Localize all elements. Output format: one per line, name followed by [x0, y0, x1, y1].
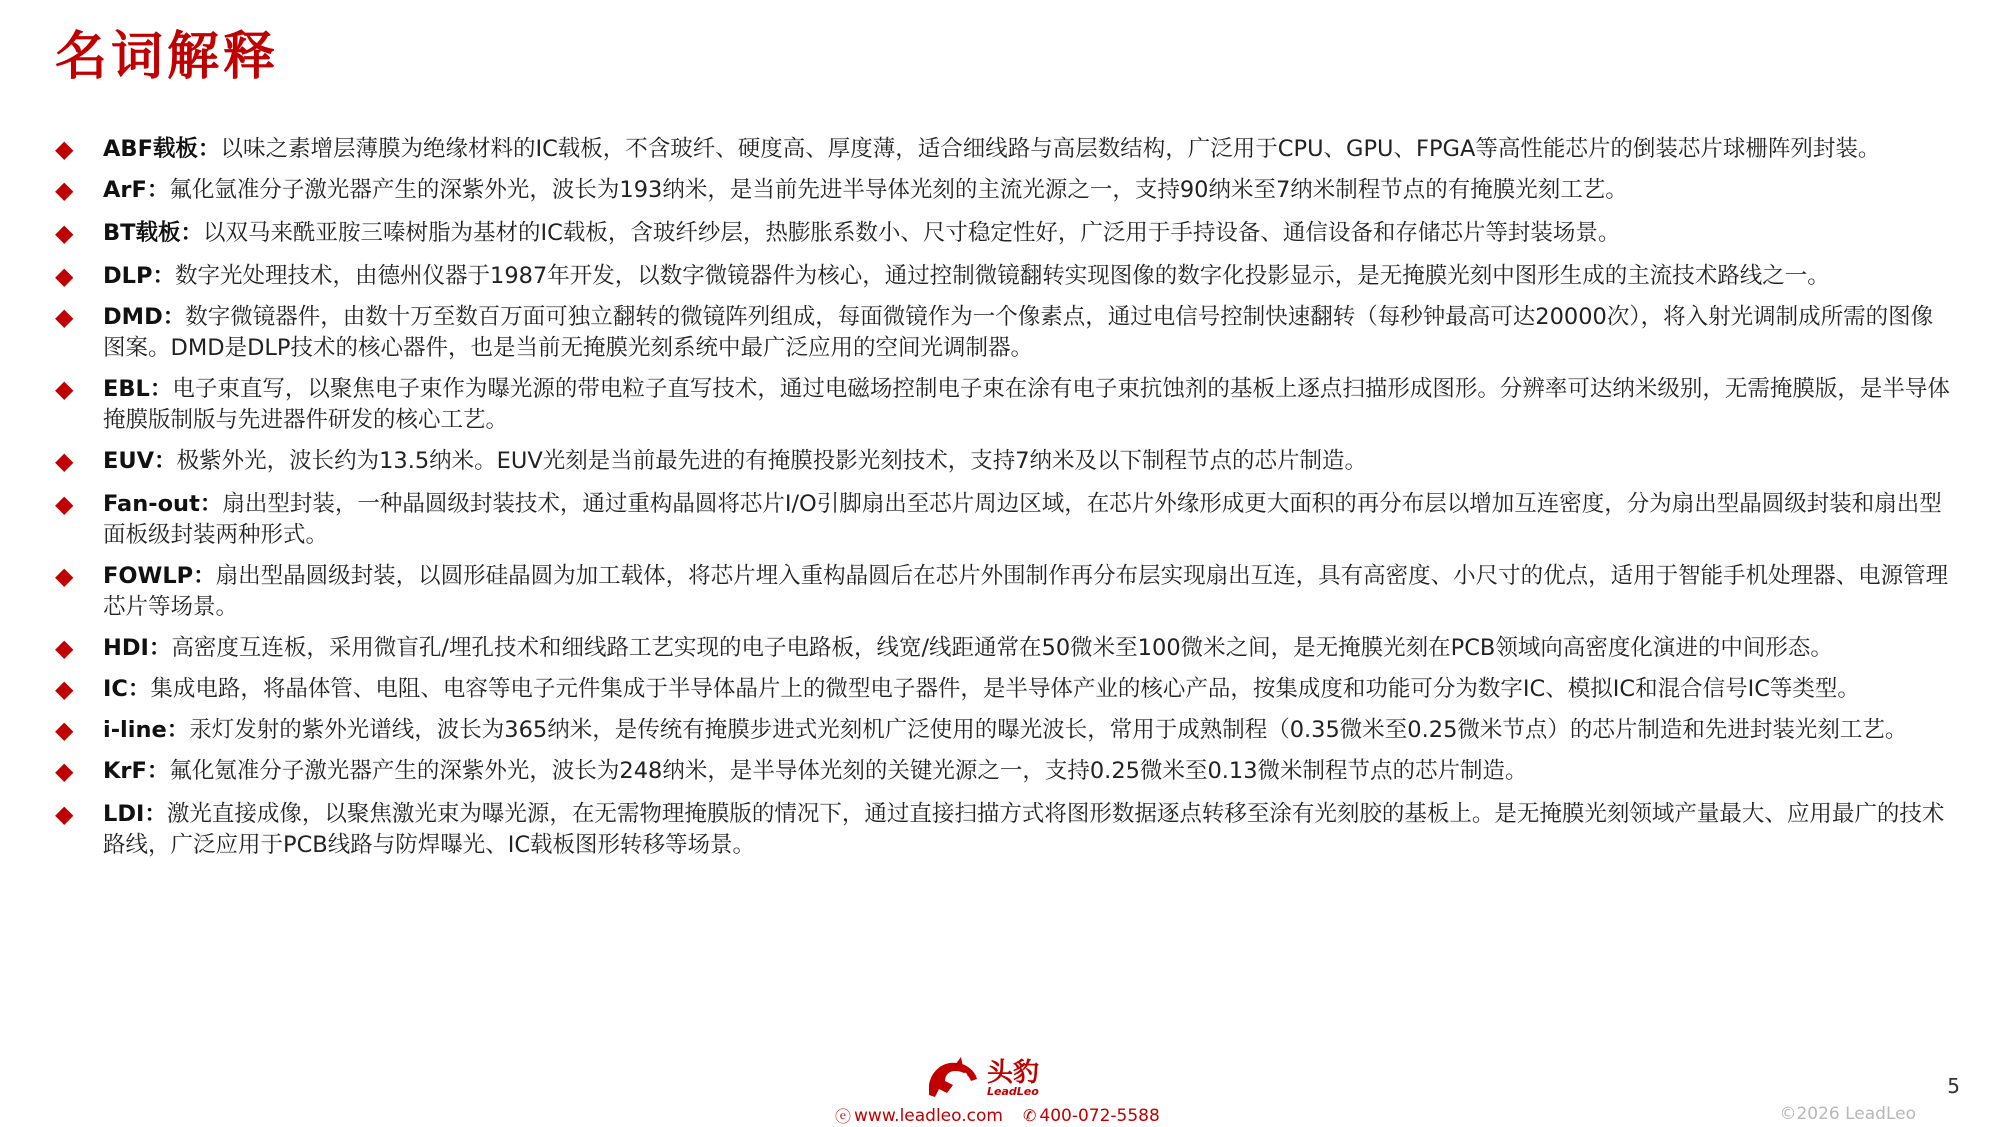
leadleo-logo [925, 1055, 1039, 1101]
term-item [55, 489, 1955, 551]
diamond-icon: ◆ [55, 135, 74, 163]
diamond-icon: ◆ [55, 634, 74, 662]
term-name: EBL： [103, 376, 173, 402]
term-name: DLP： [103, 263, 176, 289]
term-item [55, 756, 1955, 787]
term-item [55, 799, 1955, 861]
website-link[interactable]: www.leadleo.com [854, 1105, 1003, 1126]
phone-icon: ✆ [1022, 1106, 1037, 1125]
logo-name-en: LeadLeo [987, 1084, 1039, 1098]
term-name: LDI： [103, 801, 167, 827]
term-name: DMD： [103, 304, 186, 330]
term-name: ABF载板： [103, 136, 221, 162]
logo-name-cn: 头豹 [987, 1057, 1040, 1088]
page-title: 名词解释 [55, 27, 280, 87]
term-description: 氟化氪准分子激光器产生的深紫外光，波长为248纳米，是半导体光刻的关键光源之一，支持0.25微米至0.13微米制程节点的芯片制造。 [169, 758, 1528, 784]
term-description: 集成电路，将晶体管、电阻、电容等电子元件集成于半导体晶片上的微型电子器件，是半导体产业的核心产品，按集成度和功能可分为数字IC、模拟IC和混合信号IC等类型。 [150, 676, 1860, 702]
term-name: i-line： [103, 717, 190, 743]
term-description: 极紫外光，波长约为13.5纳米。EUV光刻是当前最先进的有掩膜投影光刻技术，支持7纳米及以下制程节点的芯片制造。 [176, 448, 1368, 474]
diamond-icon: ◆ [55, 303, 74, 331]
diamond-icon: ◆ [55, 562, 74, 590]
term-name: FOWLP： [103, 563, 216, 589]
term-item [55, 446, 1955, 477]
term-item [55, 302, 1955, 364]
term-item [55, 134, 1955, 165]
term-description: 数字光处理技术，由德州仪器于1987年开发，以数字微镜器件为核心，通过控制微镜翻转实现图像的数字化投影显示，是无掩膜光刻中图形生成的主流技术路线之一。 [175, 263, 1830, 289]
leopard-logo-icon [925, 1055, 981, 1101]
term-item [55, 561, 1955, 623]
diamond-icon: ◆ [55, 176, 74, 204]
term-name: BT载板： [103, 220, 203, 246]
term-item [55, 633, 1955, 664]
term-item [55, 218, 1955, 249]
term-item [55, 374, 1955, 436]
term-description: 激光直接成像，以聚焦激光束为曝光源，在无需物理掩膜版的情况下，通过直接扫描方式将图形数据逐点转移至涂有光刻胶的基板上。是无掩膜光刻领域产量最大、应用最广的技术路线，广泛应用于PCB线路与防焊曝光、IC载板图形转移等场景。 [103, 801, 1945, 858]
page-number: 5 [1947, 1074, 1960, 1098]
copyright: ©2026 LeadLeo [1779, 1104, 1916, 1124]
diamond-icon: ◆ [55, 716, 74, 744]
term-item [55, 674, 1955, 705]
term-item [55, 175, 1955, 206]
term-name: KrF： [103, 758, 170, 784]
term-description: 以味之素增层薄膜为绝缘材料的IC载板，不含玻纤、硬度高、厚度薄，适合细线路与高层数结构，广泛用于CPU、GPU、FPGA等高性能芯片的倒装芯片球栅阵列封装。 [220, 136, 1881, 162]
term-name: EUV： [103, 448, 177, 474]
diamond-icon: ◆ [55, 447, 74, 475]
term-description: 高密度互连板，采用微盲孔/埋孔技术和细线路工艺实现的电子电路板，线宽/线距通常在50微米至100微米之间，是无掩膜光刻在PCB领域向高密度化演进的中间形态。 [171, 635, 1833, 661]
term-description: 氟化氩准分子激光器产生的深紫外光，波长为193纳米，是当前先进半导体光刻的主流光源之一，支持90纳米至7纳米制程节点的有掩膜光刻工艺。 [169, 177, 1628, 203]
diamond-icon: ◆ [55, 757, 74, 785]
term-item [55, 261, 1955, 292]
web-e-icon: ⓔ [835, 1107, 852, 1126]
diamond-icon: ◆ [55, 219, 74, 247]
term-item [55, 715, 1955, 746]
diamond-icon: ◆ [55, 800, 74, 828]
term-description: 扇出型晶圆级封装，以圆形硅晶圆为加工载体，将芯片埋入重构晶圆后在芯片外围制作再分布层实现扇出互连，具有高密度、小尺寸的优点，适用于智能手机处理器、电源管理芯片等场景。 [103, 563, 1949, 620]
term-description: 扇出型封装，一种晶圆级封装技术，通过重构晶圆将芯片I/O引脚扇出至芯片周边区域，在芯片外缘形成更大面积的再分布层以增加互连密度，分为扇出型晶圆级封装和扇出型面板级封装两种形式。 [103, 491, 1942, 548]
term-name: Fan-out： [103, 491, 223, 517]
phone-number: 400-072-5588 [1039, 1105, 1160, 1126]
diamond-icon: ◆ [55, 675, 74, 703]
footer-contact [835, 1104, 1160, 1127]
term-description: 以双马来酰亚胺三嗪树脂为基材的IC载板，含玻纤纱层，热膨胀系数小、尺寸稳定性好，广泛用于手持设备、通信设备和存储芯片等封装场景。 [203, 220, 1621, 246]
diamond-icon: ◆ [55, 262, 74, 290]
term-name: IC： [103, 676, 151, 702]
term-description: 电子束直写，以聚焦电子束作为曝光源的带电粒子直写技术，通过电磁场控制电子束在涂有电子束抗蚀剂的基板上逐点扫描形成图形。分辨率可达纳米级别，无需掩膜版，是半导体掩膜版制版与先进器件研发的核心工艺。 [103, 376, 1950, 433]
diamond-icon: ◆ [55, 490, 74, 518]
term-list [55, 134, 1955, 861]
term-description: 数字微镜器件，由数十万至数百万面可独立翻转的微镜阵列组成，每面微镜作为一个像素点，通过电信号控制快速翻转（每秒钟最高可达20000次），将入射光调制成所需的图像图案。DMD是DLP技术的核心器件，也是当前无掩膜光刻系统中最广泛应用的空间光调制器。 [103, 304, 1934, 361]
term-description: 汞灯发射的紫外光谱线，波长为365纳米，是传统有掩膜步进式光刻机广泛使用的曝光波长，常用于成熟制程（0.35微米至0.25微米节点）的芯片制造和先进封装光刻工艺。 [189, 717, 1908, 743]
diamond-icon: ◆ [55, 375, 74, 403]
term-name: HDI： [103, 635, 172, 661]
term-name: ArF： [103, 177, 170, 203]
